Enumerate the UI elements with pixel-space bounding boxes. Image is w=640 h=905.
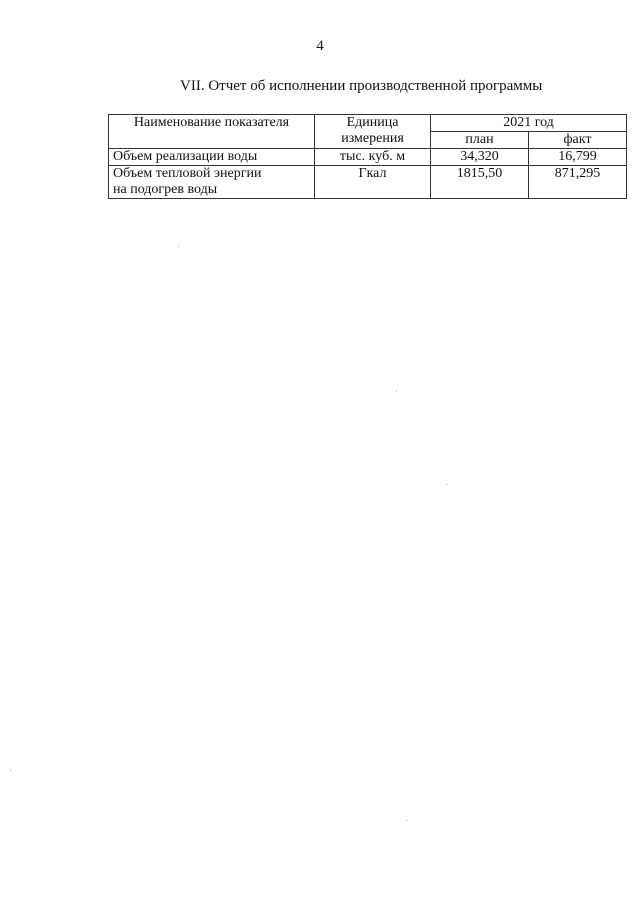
row-indicator-name-line1: Объем реализации воды	[113, 149, 258, 164]
row-plan-value-text: 34,320	[460, 149, 499, 164]
row-fact-value	[529, 166, 627, 199]
header-unit	[315, 115, 431, 149]
table-row	[109, 149, 627, 166]
row-indicator-name-line1: Объем тепловой энергии	[113, 166, 262, 181]
scan-speck	[396, 390, 397, 391]
row-plan-value	[431, 149, 529, 166]
header-indicator-name	[109, 115, 315, 149]
row-unit-text: тыс. куб. м	[339, 149, 406, 164]
row-unit-text: Гкал	[358, 166, 387, 181]
scan-speck	[446, 484, 447, 485]
row-plan-value-text: 1815,50	[456, 166, 503, 181]
header-year	[431, 115, 627, 132]
header-unit-line1: Единица	[346, 115, 399, 130]
table-row	[109, 166, 627, 199]
header-fact	[529, 132, 627, 149]
scan-speck	[178, 246, 179, 247]
header-indicator-name-text: Наименование показателя	[133, 115, 290, 130]
table-header-row	[109, 115, 627, 132]
scan-speck	[10, 770, 11, 771]
header-plan-text: план	[465, 132, 494, 147]
row-indicator-name	[109, 166, 315, 199]
header-fact-text: факт	[563, 132, 592, 147]
row-fact-value-text: 16,799	[558, 149, 597, 164]
row-unit	[315, 149, 431, 166]
production-program-report-table	[108, 114, 627, 199]
row-fact-value	[529, 149, 627, 166]
row-fact-value-text: 871,295	[554, 166, 601, 181]
row-plan-value	[431, 166, 529, 199]
scan-speck	[406, 820, 407, 821]
header-year-text: 2021 год	[503, 115, 554, 130]
row-indicator-name-line2: на подогрев воды	[113, 182, 218, 197]
page-number: 4	[316, 38, 324, 54]
header-unit-line2: измерения	[341, 131, 404, 146]
section-title: VII. Отчет об исполнении производственной программы	[180, 78, 543, 94]
row-indicator-name	[109, 149, 315, 166]
header-plan	[431, 132, 529, 149]
row-unit	[315, 166, 431, 199]
